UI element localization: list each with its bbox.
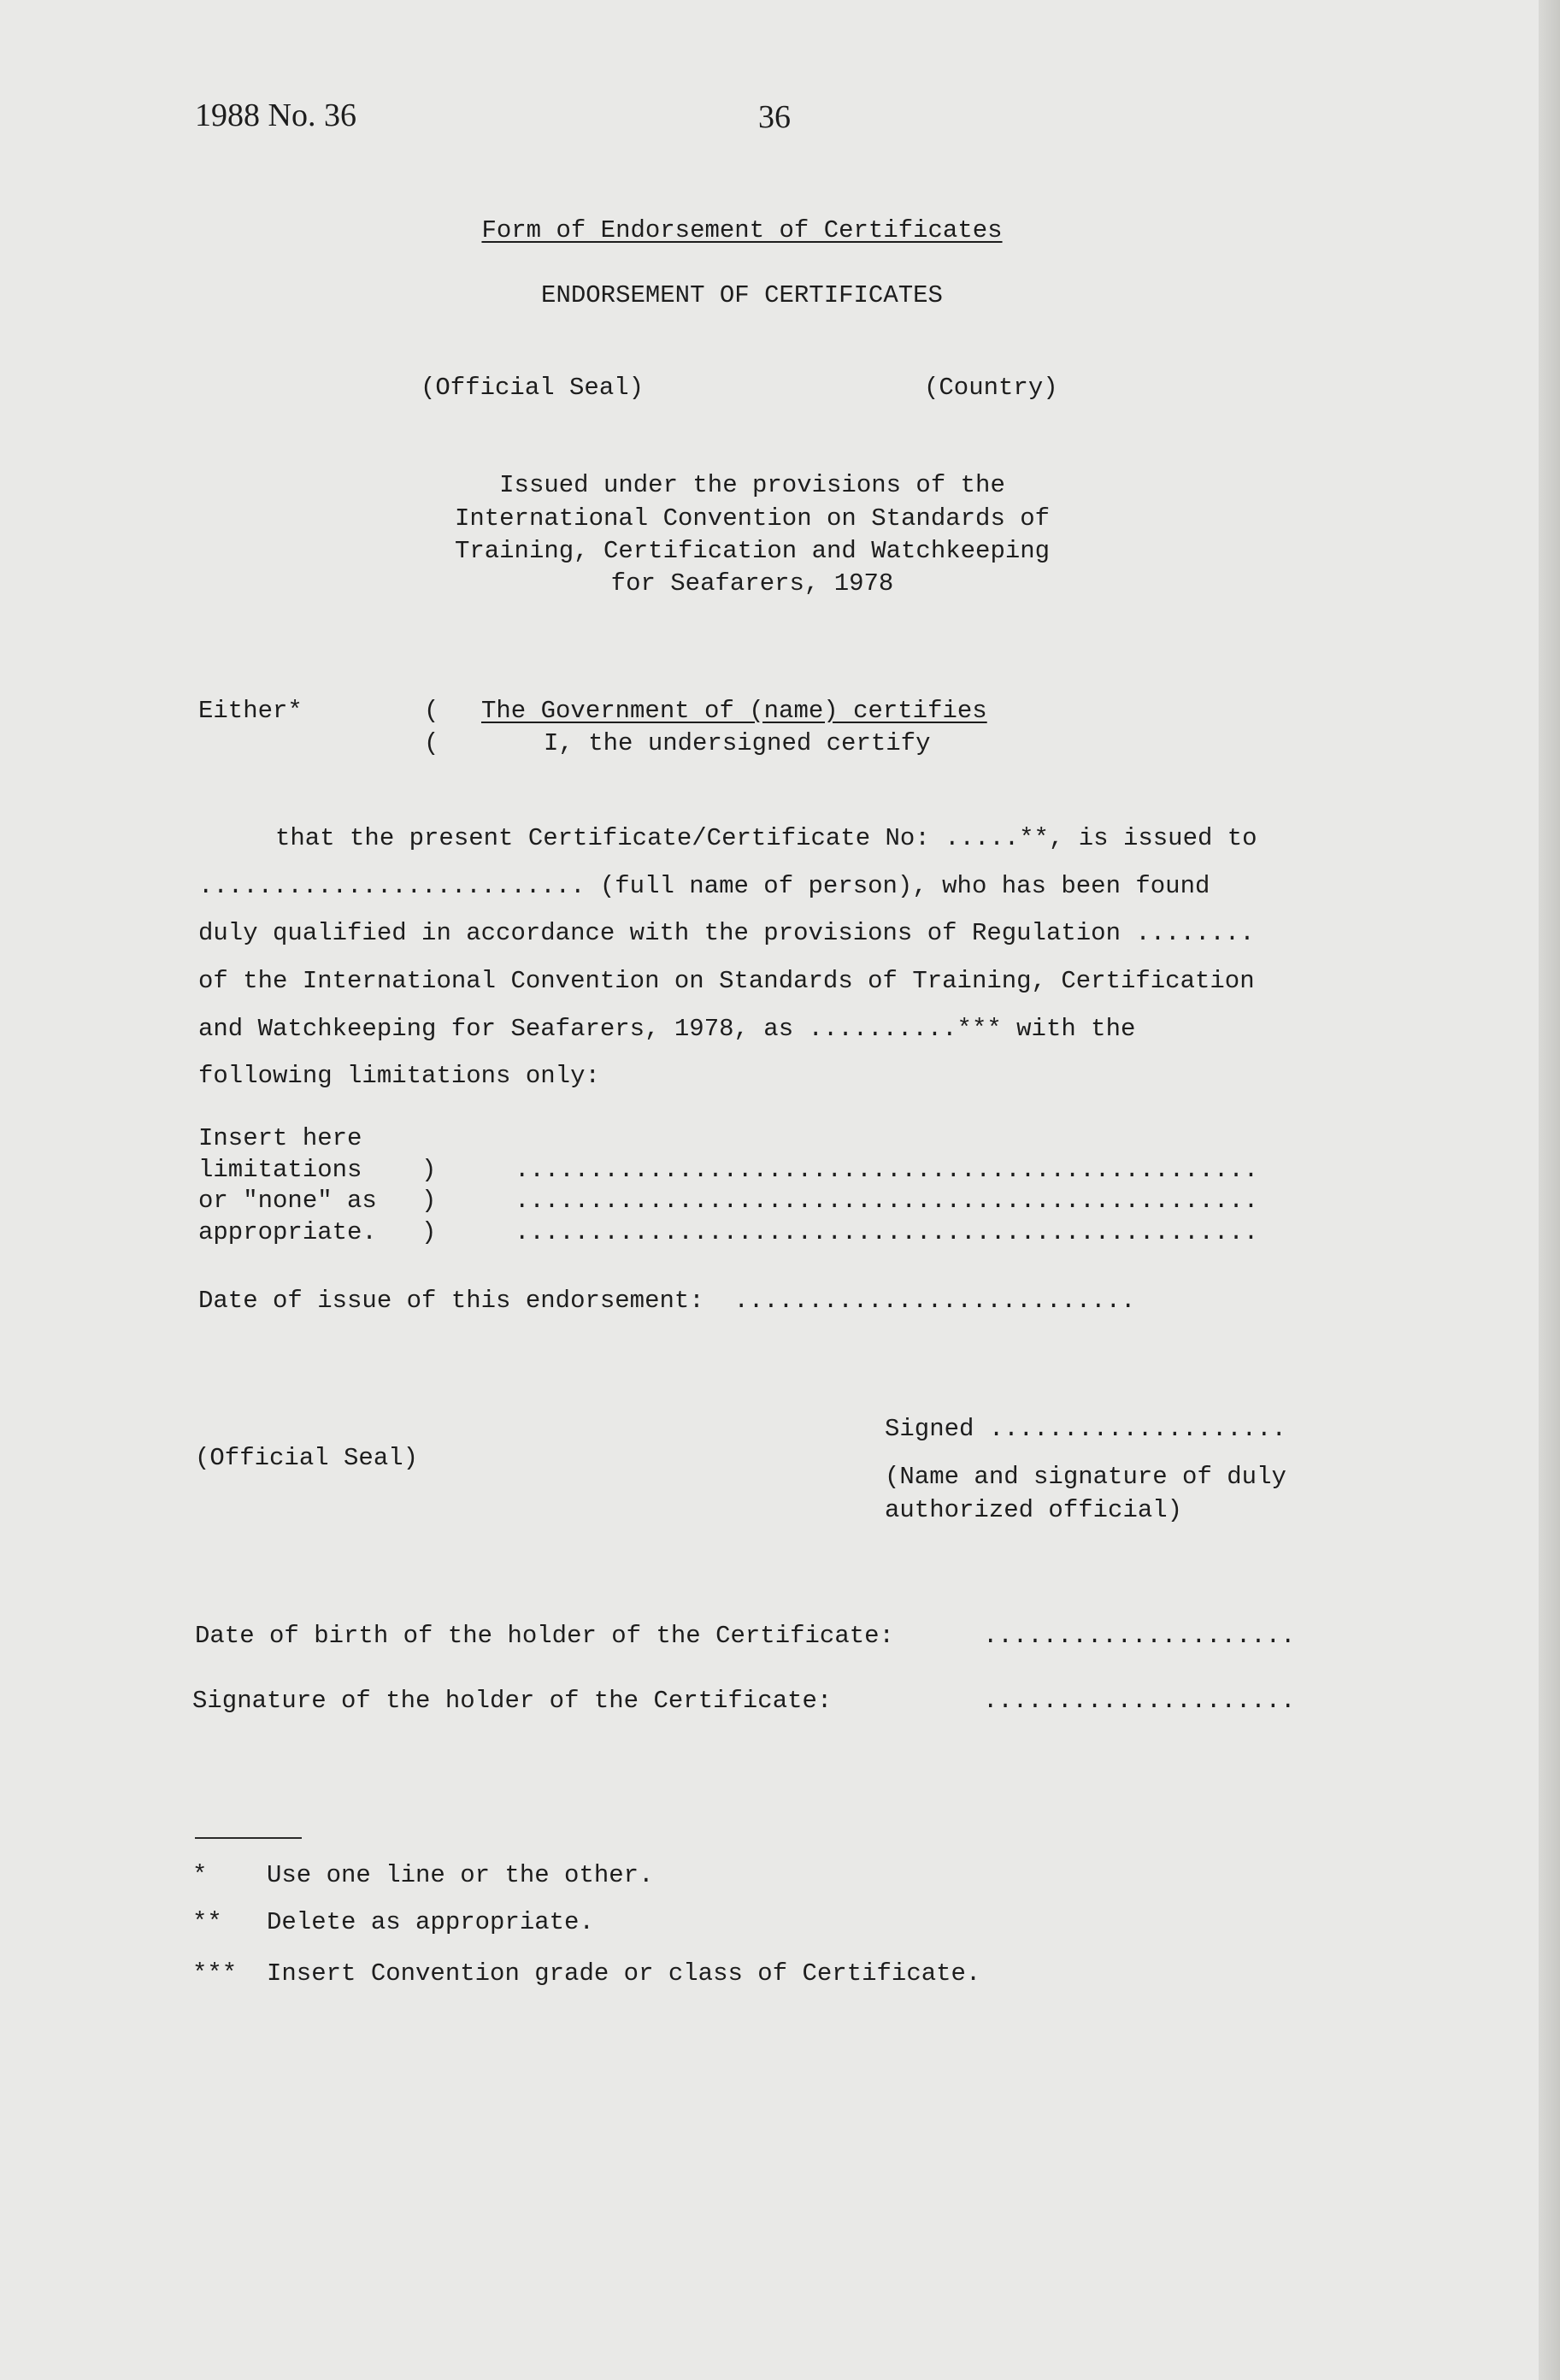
body-line: that the present Certificate/Certificate No: .....**, is issued to [275, 824, 1257, 852]
date-of-birth-label: Date of birth of the holder of the Certificate: [195, 1622, 894, 1650]
limitations-label: or "none" as ) [198, 1187, 437, 1215]
limitations-dots: .................................................. [515, 1187, 1259, 1215]
issued-line: Issued under the provisions of the [499, 471, 1005, 499]
body-line: .......................... (full name of person), who has been found [198, 872, 1210, 900]
signature-holder-label: Signature of the holder of the Certificate: [192, 1687, 833, 1715]
limitations-label: limitations ) [198, 1156, 437, 1184]
body-line: duly qualified in accordance with the provisions of Regulation ........ [198, 919, 1255, 947]
running-header-year-number: 1988 No. 36 [195, 97, 356, 133]
issued-line: International Convention on Standards of [454, 504, 1051, 533]
name-signature-caption: authorized official) [885, 1496, 1183, 1524]
footnote-mark: * [192, 1861, 208, 1889]
signed-line: Signed .................... [885, 1415, 1286, 1443]
form-heading: Form of Endorsement of Certificates [481, 216, 1003, 244]
either-paren: ( [424, 697, 439, 725]
limitations-dots: .................................................. [515, 1156, 1259, 1184]
issued-line: for Seafarers, 1978 [610, 569, 894, 598]
country-placeholder: (Country) [924, 374, 1058, 402]
body-line: of the International Convention on Standards of Training, Certification [198, 967, 1255, 995]
footnote-mark: *** [192, 1959, 238, 1988]
footnote-text: Use one line or the other. [267, 1861, 654, 1889]
either-paren: ( [424, 729, 439, 757]
page-edge [1539, 0, 1560, 2380]
limitations-label: Insert here [198, 1124, 362, 1152]
limitations-dots: .................................................. [515, 1218, 1259, 1246]
footnote-text: Delete as appropriate. [267, 1908, 594, 1936]
issued-line: Training, Certification and Watchkeeping [454, 537, 1051, 565]
limitations-label: appropriate. ) [198, 1218, 437, 1246]
footnote-text: Insert Convention grade or class of Certificate. [267, 1959, 981, 1988]
either-label: Either* [198, 697, 303, 725]
date-of-issue: Date of issue of this endorsement: ........................... [198, 1287, 1136, 1315]
page-number: 36 [758, 99, 791, 135]
body-line: and Watchkeeping for Seafarers, 1978, as ..........*** with the [198, 1015, 1136, 1043]
name-signature-caption: (Name and signature of duly [885, 1463, 1286, 1491]
body-line: following limitations only: [198, 1062, 600, 1090]
date-of-birth-dots: ..................... [983, 1622, 1296, 1650]
signature-holder-dots: ..................... [983, 1687, 1296, 1715]
official-seal-top: (Official Seal) [421, 374, 645, 402]
either-option-undersigned: I, the undersigned certify [544, 729, 931, 757]
footnote-rule [195, 1837, 302, 1839]
form-title: ENDORSEMENT OF CERTIFICATES [541, 281, 943, 309]
official-seal-bottom: (Official Seal) [195, 1444, 419, 1472]
either-option-government: The Government of (name) certifies [481, 697, 987, 725]
footnote-mark: ** [192, 1908, 222, 1936]
